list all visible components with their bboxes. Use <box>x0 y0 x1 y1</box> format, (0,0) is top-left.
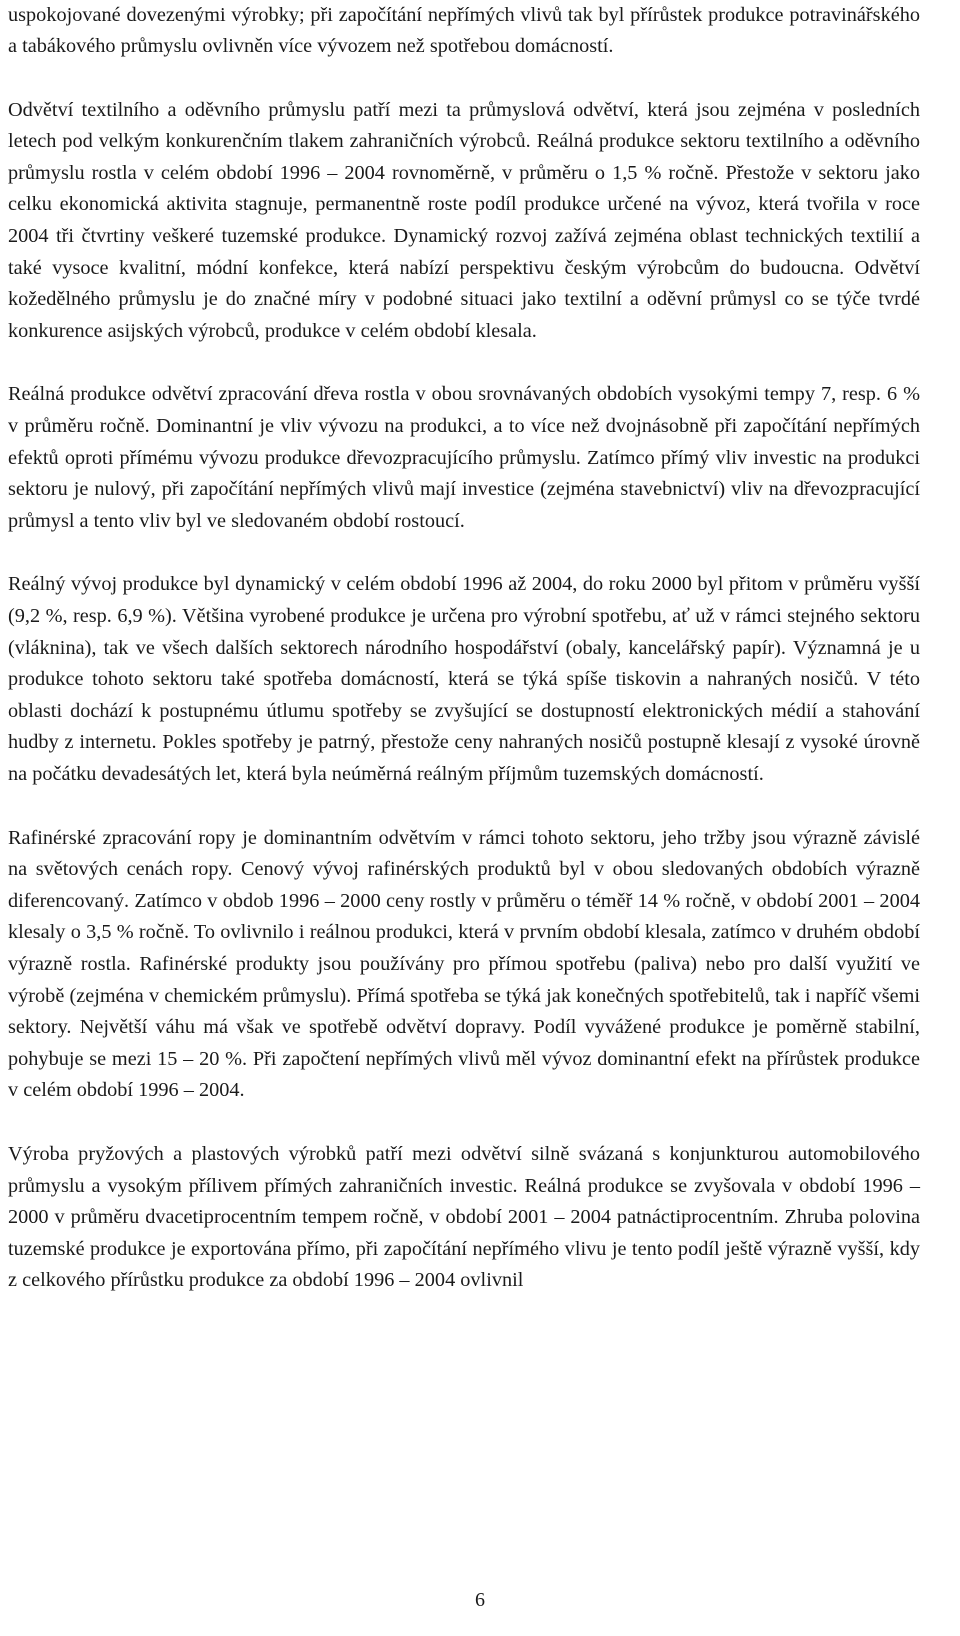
paragraph-wood-processing: Reálná produkce odvětví zpracování dřeva rostla v obou srovnávaných obdobích vysokými tempy 7, resp. 6 % v průměru ročně. Dominantní je vliv vývozu na produkci, a to více než dvojnásobně při započítání nepřímých efektů oproti přímému vývozu produkce dřevozpracujícího průmyslu. Zatímco přímý vliv investic na produkci sektoru je nulový, při započítání nepřímých vlivů mají investice (zejména stavebnictví) vliv na dřevozpracující průmysl a tento vliv byl ve sledovaném období rostoucí. <box>8 383 920 532</box>
paragraph-gap <box>8 791 920 823</box>
paragraph-gap <box>8 63 920 95</box>
paragraph-gap <box>8 1107 920 1139</box>
paragraph-paper-printing: Reálný vývoj produkce byl dynamický v celém období 1996 až 2004, do roku 2000 byl přitom v průměru vyšší (9,2 %, resp. 6,9 %). Většina vyrobené produkce je určena pro výrobní spotřebu, ať už v rámci stejného sektoru (vláknina), tak ve všech dalších sektorech národního hospodářství (obaly, kancelářský papír). Významná je u produkce tohoto sektoru také spotřeba domácností, která se týká spíše tiskovin a nahraných nosičů. V této oblasti dochází k postupnému útlumu spotřeby se zvyšující se dostupností elektronických médií a stahování hudby z internetu. Pokles spotřeby je patrný, přestože ceny nahraných nosičů postupně klesají z vysoké úrovně na počátku devadesátých let, která byla neúměrná reálným příjmům tuzemských domácností. <box>8 573 920 785</box>
paragraph-gap <box>8 537 920 569</box>
page-number: 6 <box>475 1589 485 1611</box>
paragraph-rubber-plastics: Výroba pryžových a plastových výrobků patří mezi odvětví silně svázaná s konjunkturou automobilového průmyslu a vysokým přílivem přímých zahraničních investic. Reálná produkce se zvyšovala v období 1996 – 2000 v průměru dvacetiprocentním tempem ročně, v období 2001 – 2004 patnáctiprocentním. Zhruba polovina tuzemské produkce je exportována přímo, při započítání nepřímého vlivu je tento podíl ještě výrazně vyšší, kdy z celkového přírůstku produkce za období 1996 – 2004 ovlivnil <box>8 1142 920 1292</box>
paragraph-food-industry-end: uspokojované dovezenými výrobky; při započítání nepřímých vlivů tak byl přírůstek produkce potravinářského a tabákového průmyslu ovlivněn více vývozem než spotřebou domácností. <box>8 3 920 58</box>
paragraph-oil-refining: Rafinérské zpracování ropy je dominantním odvětvím v rámci tohoto sektoru, jeho tržby jsou výrazně závislé na světových cenách ropy. Cenový vývoj rafinérských produktů byl v obou sledovaných obdobích výrazně diferencovaný. Zatímco v obdob 1996 – 2000 ceny rostly v průměru o téměř 14 % ročně, v období 2001 – 2004 klesaly o 3,5 % ročně. To ovlivnilo i reálnou produkci, která v prvním období klesala, zatímco v druhém období výrazně rostla. Rafinérské produkty jsou používány pro přímou spotřebu (paliva) nebo pro další využití ve výrobě (zejména v chemickém průmyslu). Přímá spotřeba se týká jak konečných spotřebitelů, tak i napříč všemi sektory. Největší váhu má však ve spotřebě odvětví dopravy. Podíl vyvážené produkce je poměrně stabilní, pohybuje se mezi 15 – 20 %. Při započtení nepřímých vlivů měl vývoz dominantní efekt na přírůstek produkce v celém období 1996 – 2004. <box>8 826 920 1102</box>
paragraph-textile-industry: Odvětví textilního a oděvního průmyslu patří mezi ta průmyslová odvětví, která jsou zejména v posledních letech pod velkým konkurenčním tlakem zahraničních výrobců. Reálná produkce sektoru textilního a oděvního průmyslu rostla v celém období 1996 – 2004 rovnoměrně, v průměru o 1,5 % ročně. Přestože v sektoru jako celku ekonomická aktivita stagnuje, permanentně roste podíl produkce určené na vývoz, která tvořila v roce 2004 tři čtvrtiny veškeré tuzemské produkce. Dynamický rozvoj zažívá zejména oblast technických textilií a také vysoce kvalitní, módní konfekce, která nabízí perspektivu českým výrobcům do budoucna. Odvětví kožedělného průmyslu je do značné míry v podobné situaci jako textilní a oděvní průmysl co se týče tvrdé konkurence asijských výrobců, produkce v celém období klesala. <box>8 98 920 342</box>
document-page <box>8 0 920 1297</box>
paragraph-gap <box>8 347 920 379</box>
